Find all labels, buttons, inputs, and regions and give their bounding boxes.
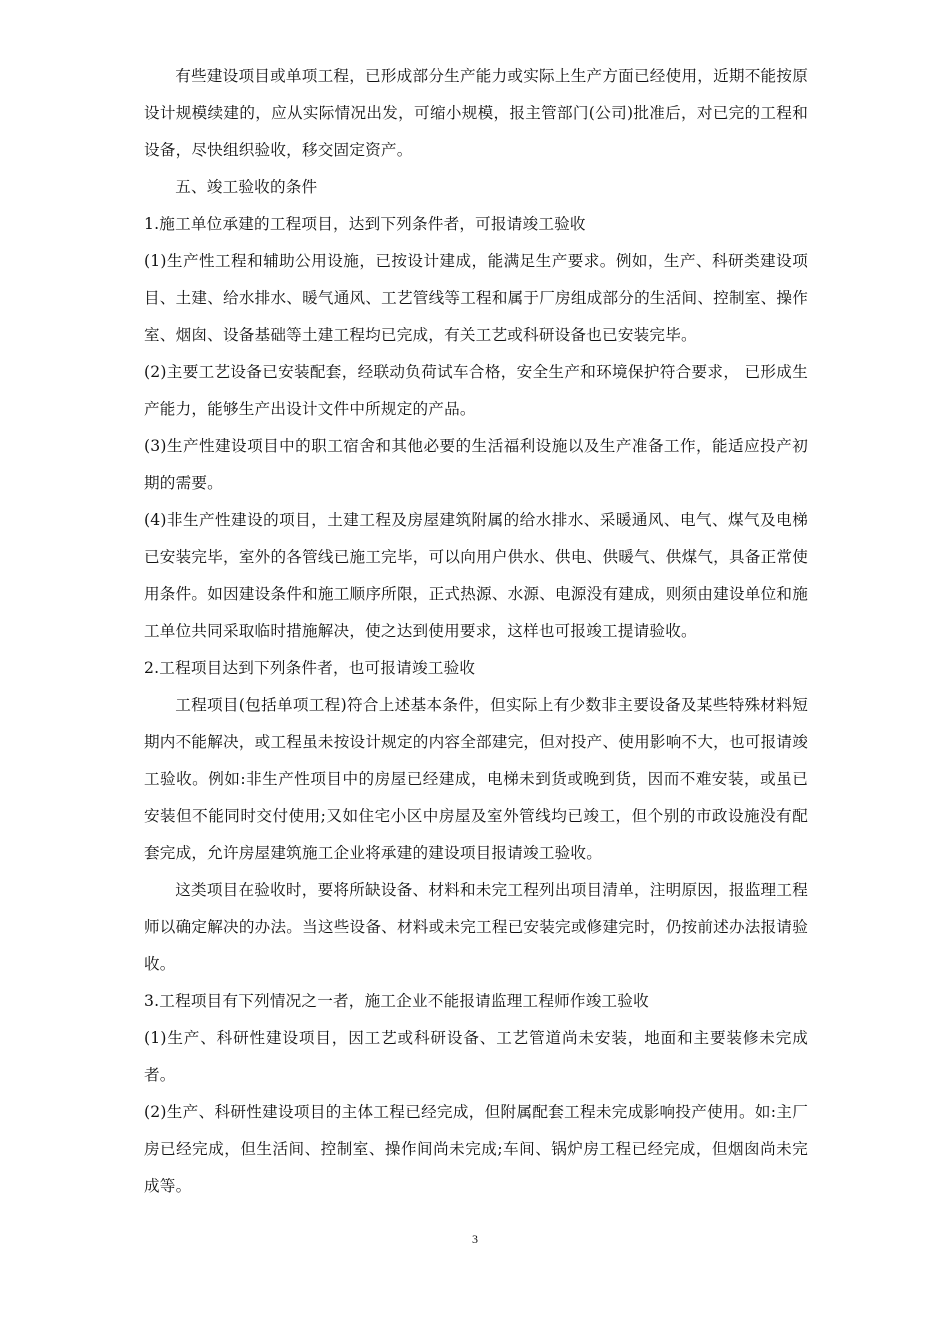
document-body	[144, 58, 808, 1205]
subheading-conditions-3: 3.工程项目有下列情况之一者，施工企业不能报请监理工程师作竣工验收	[144, 992, 649, 1010]
page-number: 3	[472, 1232, 478, 1246]
paragraph-conditions-2-note: 这类项目在验收时，要将所缺设备、材料和未完工程列出项目清单，注明原因，报监理工程师以确定解决的办法。当这些设备、材料或未完工程已安装完或修建完时，仍按前述办法报请验收。	[144, 881, 808, 973]
list-item-3-1: (1)生产、科研性建设项目，因工艺或科研设备、工艺管道尚未安装，地面和主要装修未完成者。	[144, 1029, 808, 1084]
subheading-conditions-1: 1.施工单位承建的工程项目，达到下列条件者，可报请竣工验收	[144, 215, 586, 233]
list-item-1-3: (3)生产性建设项目中的职工宿舍和其他必要的生活福利设施以及生产准备工作，能适应投产初期的需要。	[144, 437, 808, 492]
paragraph-conditions-2-body: 工程项目(包括单项工程)符合上述基本条件，但实际上有少数非主要设备及某些特殊材料短期内不能解决，或工程虽未按设计规定的内容全部建完，但对投产、使用影响不大，也可报请竣工验收。例如:非生产性项目中的房屋已经建成，电梯未到货或晚到货，因而不难安装，或虽已安装但不能同时交付使用;又如住宅小区中房屋及室外管线均已竣工，但个别的市政设施没有配套完成，允许房屋建筑施工企业将承建的建设项目报请竣工验收。	[144, 696, 808, 862]
list-item-3-2: (2)生产、科研性建设项目的主体工程已经完成，但附属配套工程未完成影响投产使用。如:主厂房已经完成，但生活间、控制室、操作间尚未完成;车间、锅炉房工程已经完成，但烟囱尚未完成等。	[144, 1103, 808, 1195]
list-item-1-1: (1)生产性工程和辅助公用设施，已按设计建成，能满足生产要求。例如，生产、科研类建设项目、土建、给水排水、暖气通风、工艺管线等工程和属于厂房组成部分的生活间、控制室、操作室、烟囱、设备基础等土建工程均已完成，有关工艺或科研设备也已安装完毕。	[144, 252, 808, 344]
paragraph-partial-acceptance: 有些建设项目或单项工程，已形成部分生产能力或实际上生产方面已经使用，近期不能按原设计规模续建的，应从实际情况出发，可缩小规模，报主管部门(公司)批准后，对已完的工程和设备，尽快组织验收，移交固定资产。	[144, 67, 808, 159]
section-heading-acceptance-conditions: 五、竣工验收的条件	[175, 178, 318, 196]
list-item-1-4: (4)非生产性建设的项目，土建工程及房屋建筑附属的给水排水、采暖通风、电气、煤气及电梯已安装完毕，室外的各管线已施工完毕，可以向用户供水、供电、供暖气、供煤气，具备正常使用条件。如因建设条件和施工顺序所限，正式热源、水源、电源没有建成，则须由建设单位和施工单位共同采取临时措施解决，使之达到使用要求，这样也可报竣工提请验收。	[144, 511, 808, 640]
list-item-1-2: (2)主要工艺设备已安装配套，经联动负荷试车合格，安全生产和环境保护符合要求， 已形成生产能力，能够生产出设计文件中所规定的产品。	[144, 363, 808, 418]
subheading-conditions-2: 2.工程项目达到下列条件者，也可报请竣工验收	[144, 659, 476, 677]
